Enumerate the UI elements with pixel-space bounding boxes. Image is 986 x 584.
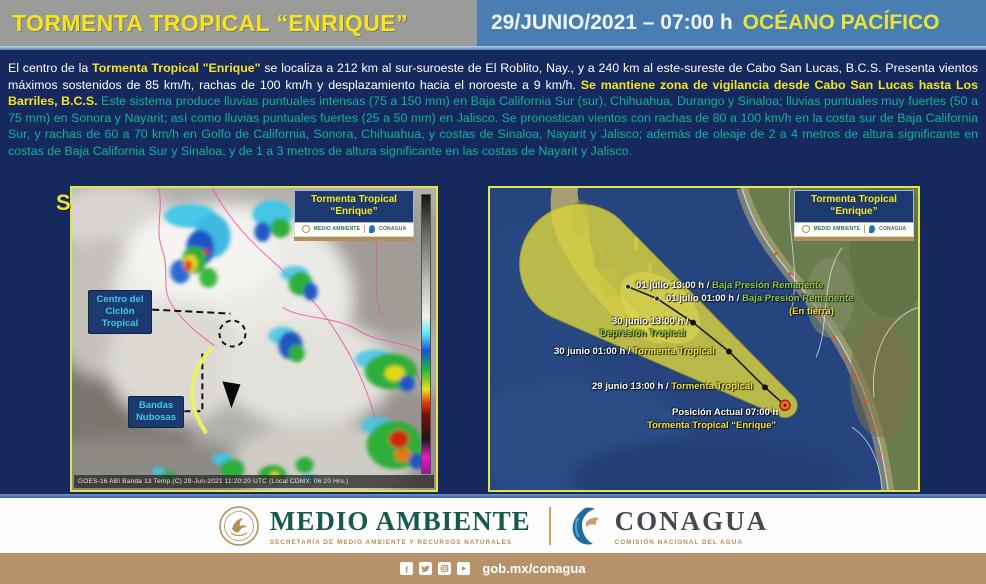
track-point-label: 29 junio 13:00 h / Tormenta Tropical (592, 381, 753, 392)
bulletin-position: se localiza a 212 km al sur-suroeste de El Roblito, Nay., y a 240 km al este-sureste de Cabo San Lucas, B.C.S. Presenta vientos máximos sostenidos de 85 km/h, rachas de 100 km/h y desplazamiento hacia el noroeste a 9 km/h. (8, 61, 978, 92)
conagua-swoosh-icon (569, 506, 605, 546)
track-point-label: 01 julio 13:00 h / Baja Presión Remanente (636, 280, 824, 291)
track-point-label: 30 junio 01:00 h / Tormenta Tropical (554, 346, 715, 357)
ir-temperature-scale (421, 194, 431, 474)
bulletin-forecast: Este sistema produce lluvias puntuales intensas (75 a 150 mm) en Baja California Sur (sur), Chihuahua, Durango y Sinaloa; lluvias puntuales muy fuertes (50 a 75 mm) en Sonora y Nayarit; así como lluvias puntuales fuertes (25 a 50 mm) en Jalisco. Se pronostican vientos con rachas de 80 a 100 km/h en la costa sur de Baja California Sur, y rachas de 60 a 70 km/h en Golfo de California, Sonora, Chihuahua, y costas de Sinaloa, Nayarit y Jalisco; además de oleaje de 2 a 4 metros de altura significante en costas de Baja California Sur y Sinaloa, y de 1 a 3 metros de altura significante en las costas de Nayarit y Jalisco. (8, 94, 978, 159)
satellite-panel (56, 186, 438, 492)
satellite-caption: GOES-16 ABI Banda 13 Temp.(C) 29-Jun-2021 11:20:20 UTC (Local CDMX: 06:20 Hrs.) (74, 475, 434, 488)
header-bar (0, 0, 986, 46)
bottom-bar (0, 553, 986, 584)
conagua-logo (569, 506, 769, 546)
motion-arrow (222, 381, 240, 408)
instagram-icon[interactable] (438, 562, 451, 575)
cloud-band-arc (192, 347, 213, 433)
bulletin-datetime: 29/JUNIO/2021 – 07:00 h (491, 11, 733, 34)
svg-text:f: f (405, 564, 409, 575)
government-seal-icon (218, 505, 260, 547)
cloud-bands-label: Bandas Nubosas (128, 396, 184, 428)
current-position-time: Posición Actual 07:00 h (672, 407, 779, 418)
seal-icon (802, 225, 810, 233)
storm-badge: Tormenta Tropical “Enrique” MEDIO AMBIENTE CONAGUA (794, 190, 914, 241)
footer-separator (549, 507, 551, 545)
footer (0, 498, 986, 553)
satellite-corner-letter: S (56, 190, 71, 215)
storm-badge: Tormenta Tropical “Enrique” MEDIO AMBIENTE CONAGUA (294, 190, 414, 241)
youtube-icon[interactable] (457, 562, 470, 575)
cyclone-center-label: Centro del Ciclón Tropical (88, 290, 152, 334)
twitter-icon[interactable] (419, 562, 432, 575)
seal-icon (302, 225, 310, 233)
header-date-section (477, 0, 986, 46)
current-position-stage: Tormenta Tropical “Enrique” (647, 420, 777, 431)
page-title: TORMENTA TROPICAL “ENRIQUE” (12, 9, 408, 36)
bulletin-storm-name: Tormenta Tropical "Enrique" (92, 61, 261, 75)
water-drop-icon (369, 225, 375, 233)
bulletin-intro: El centro de la (8, 61, 93, 75)
track-point-note: (En tierra) (789, 306, 834, 317)
gob-mx-link[interactable]: gob.mx/conagua (482, 561, 586, 576)
conagua-name: CONAGUA (614, 505, 769, 536)
header-title-section (0, 0, 477, 46)
track-forecast-panel (488, 186, 920, 492)
conagua-subtitle: COMISIÓN NACIONAL DEL AGUA (614, 538, 743, 546)
cyclone-center-marker (219, 321, 245, 347)
facebook-icon[interactable] (400, 562, 413, 575)
semarnat-name: MEDIO AMBIENTE (269, 505, 531, 536)
semarnat-logo (218, 505, 531, 547)
track-point-stage: Depresión Tropical (600, 328, 686, 339)
bulletin-watch-zone: Se mantiene zona de vigilancia desde Cabo San Lucas hasta Los Barriles, B.C.S. (8, 77, 978, 109)
track-point-label: 30 junio 13:00 h / (612, 316, 689, 327)
semarnat-subtitle: SECRETARÍA DE MEDIO AMBIENTE Y RECURSOS NATURALES (269, 538, 513, 546)
bulletin-paragraph (8, 60, 978, 160)
header-divider (0, 46, 986, 50)
ocean-region-label: OCÉANO PACÍFICO (742, 11, 940, 34)
water-drop-icon (869, 225, 875, 233)
track-point-label: 01 julio 01:00 h / Baja Presión Remanente (666, 293, 854, 304)
